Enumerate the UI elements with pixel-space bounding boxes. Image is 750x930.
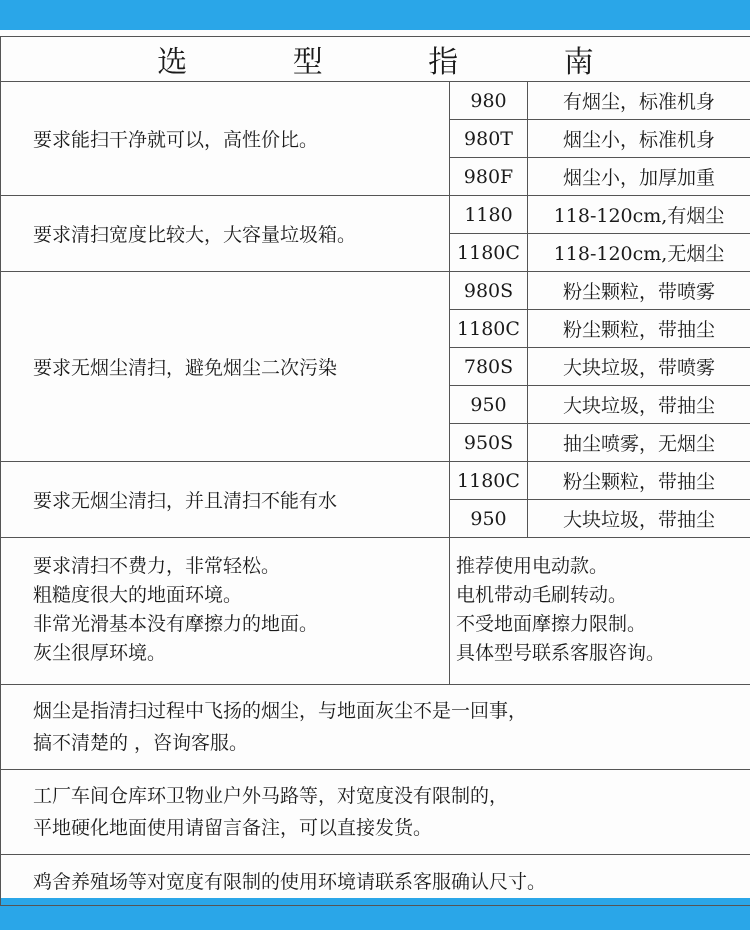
note-line: 烟尘是指清扫过程中飞扬的烟尘，与地面灰尘不是一回事， — [33, 700, 528, 722]
recommendation-line: 不受地面摩擦力限制。 — [456, 613, 647, 635]
electric-conditions-cell — [1, 538, 450, 685]
selection-guide-table — [0, 36, 750, 906]
recommendation-line: 具体型号联系客服咨询。 — [456, 642, 666, 664]
requirement-cell: 要求无烟尘清扫，并且清扫不能有水 — [1, 462, 450, 538]
desc-cell: 118-120cm,无烟尘 — [528, 234, 750, 272]
condition-line: 粗糙度很大的地面环境。 — [33, 584, 243, 606]
note-row — [1, 685, 750, 770]
desc-cell: 大块垃圾，带喷雾 — [528, 348, 750, 386]
table-row — [1, 272, 750, 310]
condition-line: 灰尘很厚环境。 — [33, 642, 167, 664]
note-row — [1, 770, 750, 855]
note-size — [1, 855, 750, 906]
model-cell: 1180 — [450, 196, 528, 234]
note-width — [1, 770, 750, 855]
condition-line: 非常光滑基本没有摩擦力的地面。 — [33, 613, 319, 635]
note-line: 搞不清楚的 ，咨询客服。 — [33, 732, 249, 754]
model-cell: 980 — [450, 82, 528, 120]
desc-cell: 粉尘颗粒，带抽尘 — [528, 462, 750, 500]
desc-cell: 抽尘喷雾，无烟尘 — [528, 424, 750, 462]
condition-line: 要求清扫不费力，非常轻松。 — [33, 555, 281, 577]
desc-cell: 118-120cm,有烟尘 — [528, 196, 750, 234]
electric-row — [1, 538, 750, 685]
requirement-cell: 要求能扫干净就可以，高性价比。 — [1, 82, 450, 196]
desc-cell: 有烟尘，标准机身 — [528, 82, 750, 120]
desc-cell: 大块垃圾，带抽尘 — [528, 500, 750, 538]
electric-recommendation-cell — [450, 538, 750, 685]
model-cell: 980S — [450, 272, 528, 310]
model-cell: 980T — [450, 120, 528, 158]
note-line: 工厂车间仓库环卫物业户外马路等，对宽度没有限制的， — [33, 785, 509, 807]
note-dust — [1, 685, 750, 770]
page-title: 选 型 指 南 — [1, 37, 750, 82]
desc-cell: 烟尘小，标准机身 — [528, 120, 750, 158]
model-cell: 950 — [450, 500, 528, 538]
note-line: 平地硬化地面使用请留言备注，可以直接发货。 — [33, 817, 433, 839]
model-cell: 1180C — [450, 310, 528, 348]
model-cell: 950 — [450, 386, 528, 424]
model-cell: 780S — [450, 348, 528, 386]
table-row — [1, 462, 750, 500]
model-cell: 1180C — [450, 234, 528, 272]
model-cell: 1180C — [450, 462, 528, 500]
table-row — [1, 82, 750, 120]
desc-cell: 大块垃圾，带抽尘 — [528, 386, 750, 424]
requirement-cell: 要求无烟尘清扫，避免烟尘二次污染 — [1, 272, 450, 462]
note-line: 鸡舍养殖场等对宽度有限制的使用环境请联系客服确认尺寸。 — [33, 870, 547, 893]
model-cell: 980F — [450, 158, 528, 196]
selection-guide-page — [0, 30, 750, 898]
table-row — [1, 196, 750, 234]
requirement-cell: 要求清扫宽度比较大，大容量垃圾箱。 — [1, 196, 450, 272]
recommendation-line: 电机带动毛刷转动。 — [456, 584, 628, 606]
note-row — [1, 855, 750, 906]
desc-cell: 粉尘颗粒，带抽尘 — [528, 310, 750, 348]
model-cell: 950S — [450, 424, 528, 462]
recommendation-line: 推荐使用电动款。 — [456, 555, 609, 577]
desc-cell: 烟尘小，加厚加重 — [528, 158, 750, 196]
desc-cell: 粉尘颗粒，带喷雾 — [528, 272, 750, 310]
